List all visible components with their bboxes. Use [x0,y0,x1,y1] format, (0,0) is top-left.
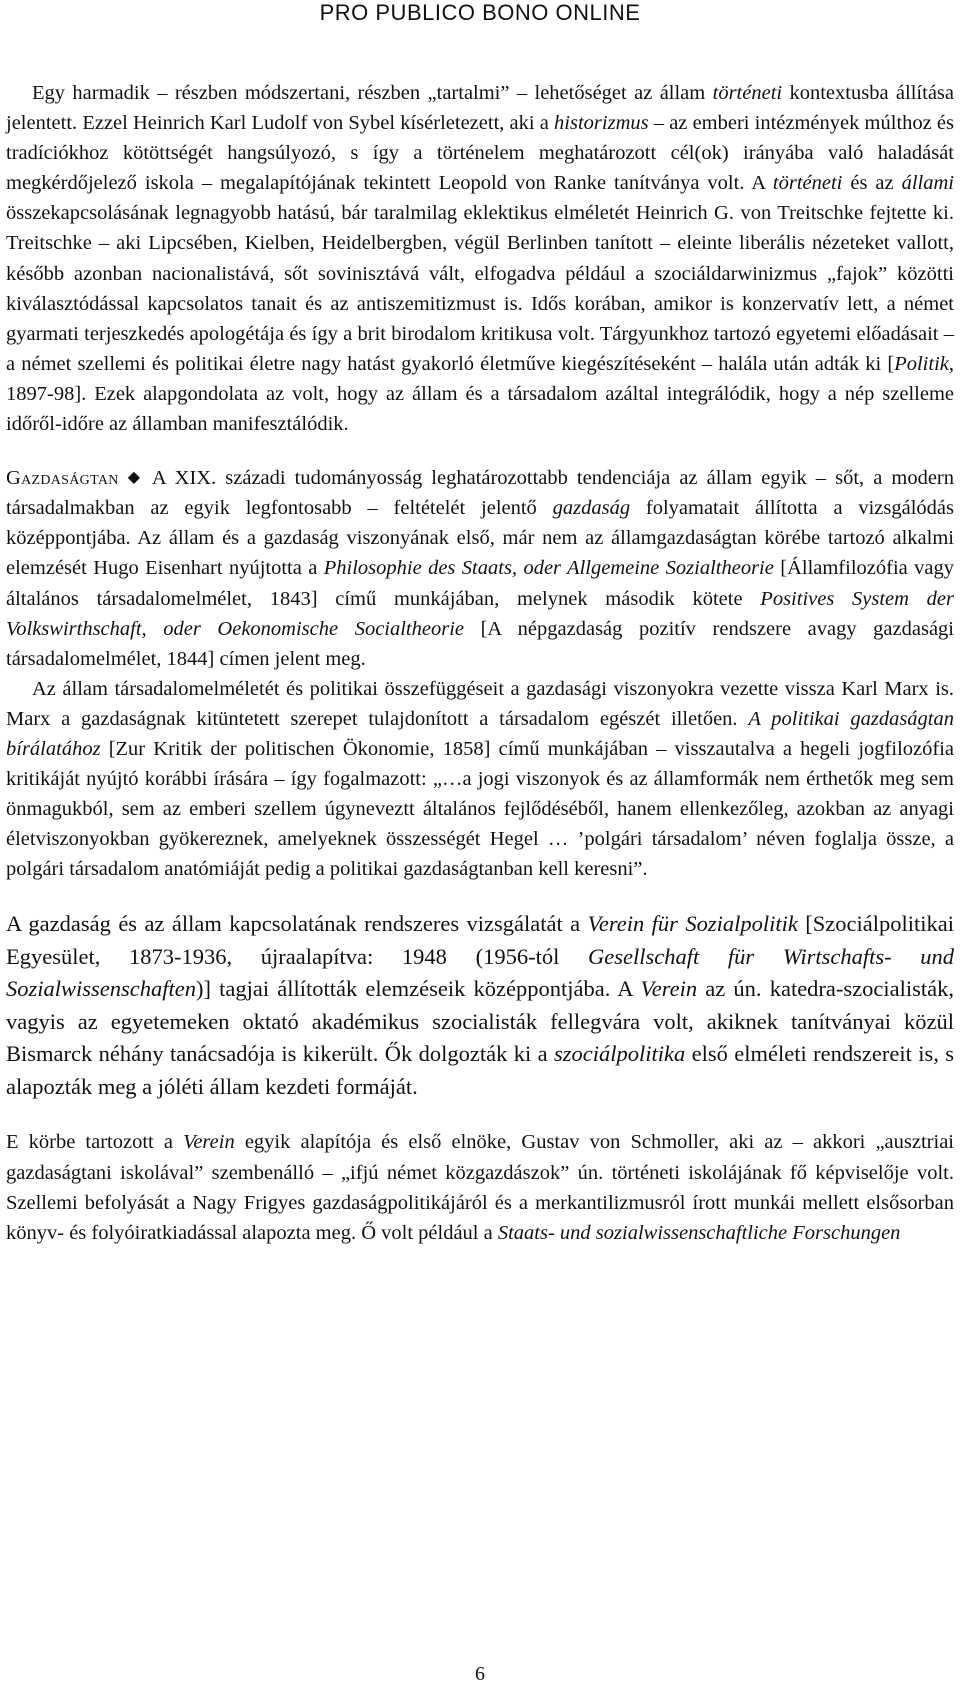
paragraph-verein: A gazdaság és az állam kapcsolatának rendszeres vizsgálatát a Verein für Sozialpolitik [Szociálpolitikai Egyesület, 1873-1936, újraalapítva: 1948 (1956-tól Gesellschaft für Wirtschafts- und Sozialwissenschaften)] tagjai állították elemzéseik középpontjába. A Verein az ún. katedra-szocialisták, vagyis az egyetemeken oktató akadémikus szocialisták fellegvára volt, akiknek tanítványai közül Bismarck néhány tanácsadója is kikerült. Ők dolgozták ki a szociálpolitika első elméleti rendszereit is, s alapozták meg a jóléti állam kezdeti formáját. [6,911,954,1099]
body-text [6,78,954,1248]
paragraph-economics: Gazdaságtan ◆ A XIX. századi tudományosság leghatározottabb tendenciája az állam egyik – sőt, a modern társadalmakban az egyik legfontosabb – feltételét jelentő gazdaság folyamatait állította a vizsgálódás középpontjába. Az állam és a gazdaság viszonyának első, már nem az államgazdaságtan körébe tartozó alkalmi elemzését Hugo Eisenhart nyújtotta a Philosophie des Staats, oder Allgemeine Sozialtheorie [Államfilozófia vagy általános társadalomelmélet, 1843] című munkájában, melynek második kötete Positives System der Volkswirthschaft, oder Oekonomische Socialtheorie [A népgazdaság pozitív rendszere avagy gazdasági társadalomelmélet, 1844] címen jelent meg. [6,467,955,670]
page-number: 6 [475,1663,485,1685]
paragraph-schmoller: E körbe tartozott a Verein egyik alapítója és első elnöke, Gustav von Schmoller, aki az – akkori „ausztriai gazdaságtani iskolával” szembenálló – „ifjú német közgazdászok” ún. történeti iskolájának fő képviselője volt. Szellemi befolyását a Nagy Frigyes gazdaságpolitikájáról és a merkantilizmusról írott munkái mellett elsősorban könyv- és folyóiratkiadással alapozta meg. Ő volt például a Staats- und sozialwissenschaftliche Forschungen [6,1131,954,1244]
diamond-icon: ◆ [127,469,144,487]
paragraph-marx: Az állam társadalomelméletét és politikai összefüggéseit a gazdasági viszonyokra vezette vissza Karl Marx is. Marx a gazdaságnak kitüntetett szerepet tulajdonított a társadalom egészét illetően. A politikai gazdaságtan bírálatához [Zur Kritik der politischen Ökonomie, 1858] című munkájában – visszautalva a hegeli jogfilozófia kritikáját nyújtó korábbi írására – így fogalmazott: „…a jogi viszonyok és az államformák nem érthetők meg sem önmagukból, sem az emberi szellem úgyneveztt általános fejlődéséből, hanem ellenkezőleg, azokban az anyagi életviszonyokban gyökereznek, amelyeknek összességét Hegel … ’polgári társadalom’ néven foglalja össze, a polgári társadalom anatómiáját pedig a politikai gazdaságtanban kell keresni”. [6,677,954,881]
section-heading: Gazdaságtan [6,467,119,490]
running-header: PRO PUBLICO BONO ONLINE [319,0,641,25]
paragraph-historicism: Egy harmadik – részben módszertani, részben „tartalmi” – lehetőséget az állam történeti kontextusba állítása jelentett. Ezzel Heinrich Karl Ludolf von Sybel kísérletezett, aki a historizmus – az emberi intézmények múlthoz és tradíciókhoz kötöttségét hangsúlyozó, s így a történelem meghatározott cél(ok) irányába való haladását megkérdőjelező iskola – megalapítójának tekintett Leopold von Ranke tanítványa volt. A történeti és az állami összekapcsolásának legnagyobb hatású, bár taralmilag eklektikus elméletét Heinrich G. von Treitschke fejtette ki. Treitschke – aki Lipcsében, Kielben, Heidelbergben, végül Berlinben tanított – eleinte liberális nézeteket vallott, később azonban nacionalistává, sőt sovinisztává vált, elfogadva például a szociáldarwinizmus „fajok” közötti kiválasztódással kapcsolatos tanait és az antiszemitizmust is. Idős korában, amikor is konzervatív lett, a német gyarmati terjeszkedés apologétája és így a brit birodalom kritikusa volt. Tárgyunkhoz tartozó egyetemi előadásait – a német szellemi és politikai életre nagy hatást gyakorló életműve kiegészítéseként – halála után adták ki [Politik, 1897-98]. Ezek alapgondolata az volt, hogy az állam és a társadalom azáltal integrálódik, hogy a nép szelleme időről-időre az államban manifesztálódik. [6,82,955,436]
